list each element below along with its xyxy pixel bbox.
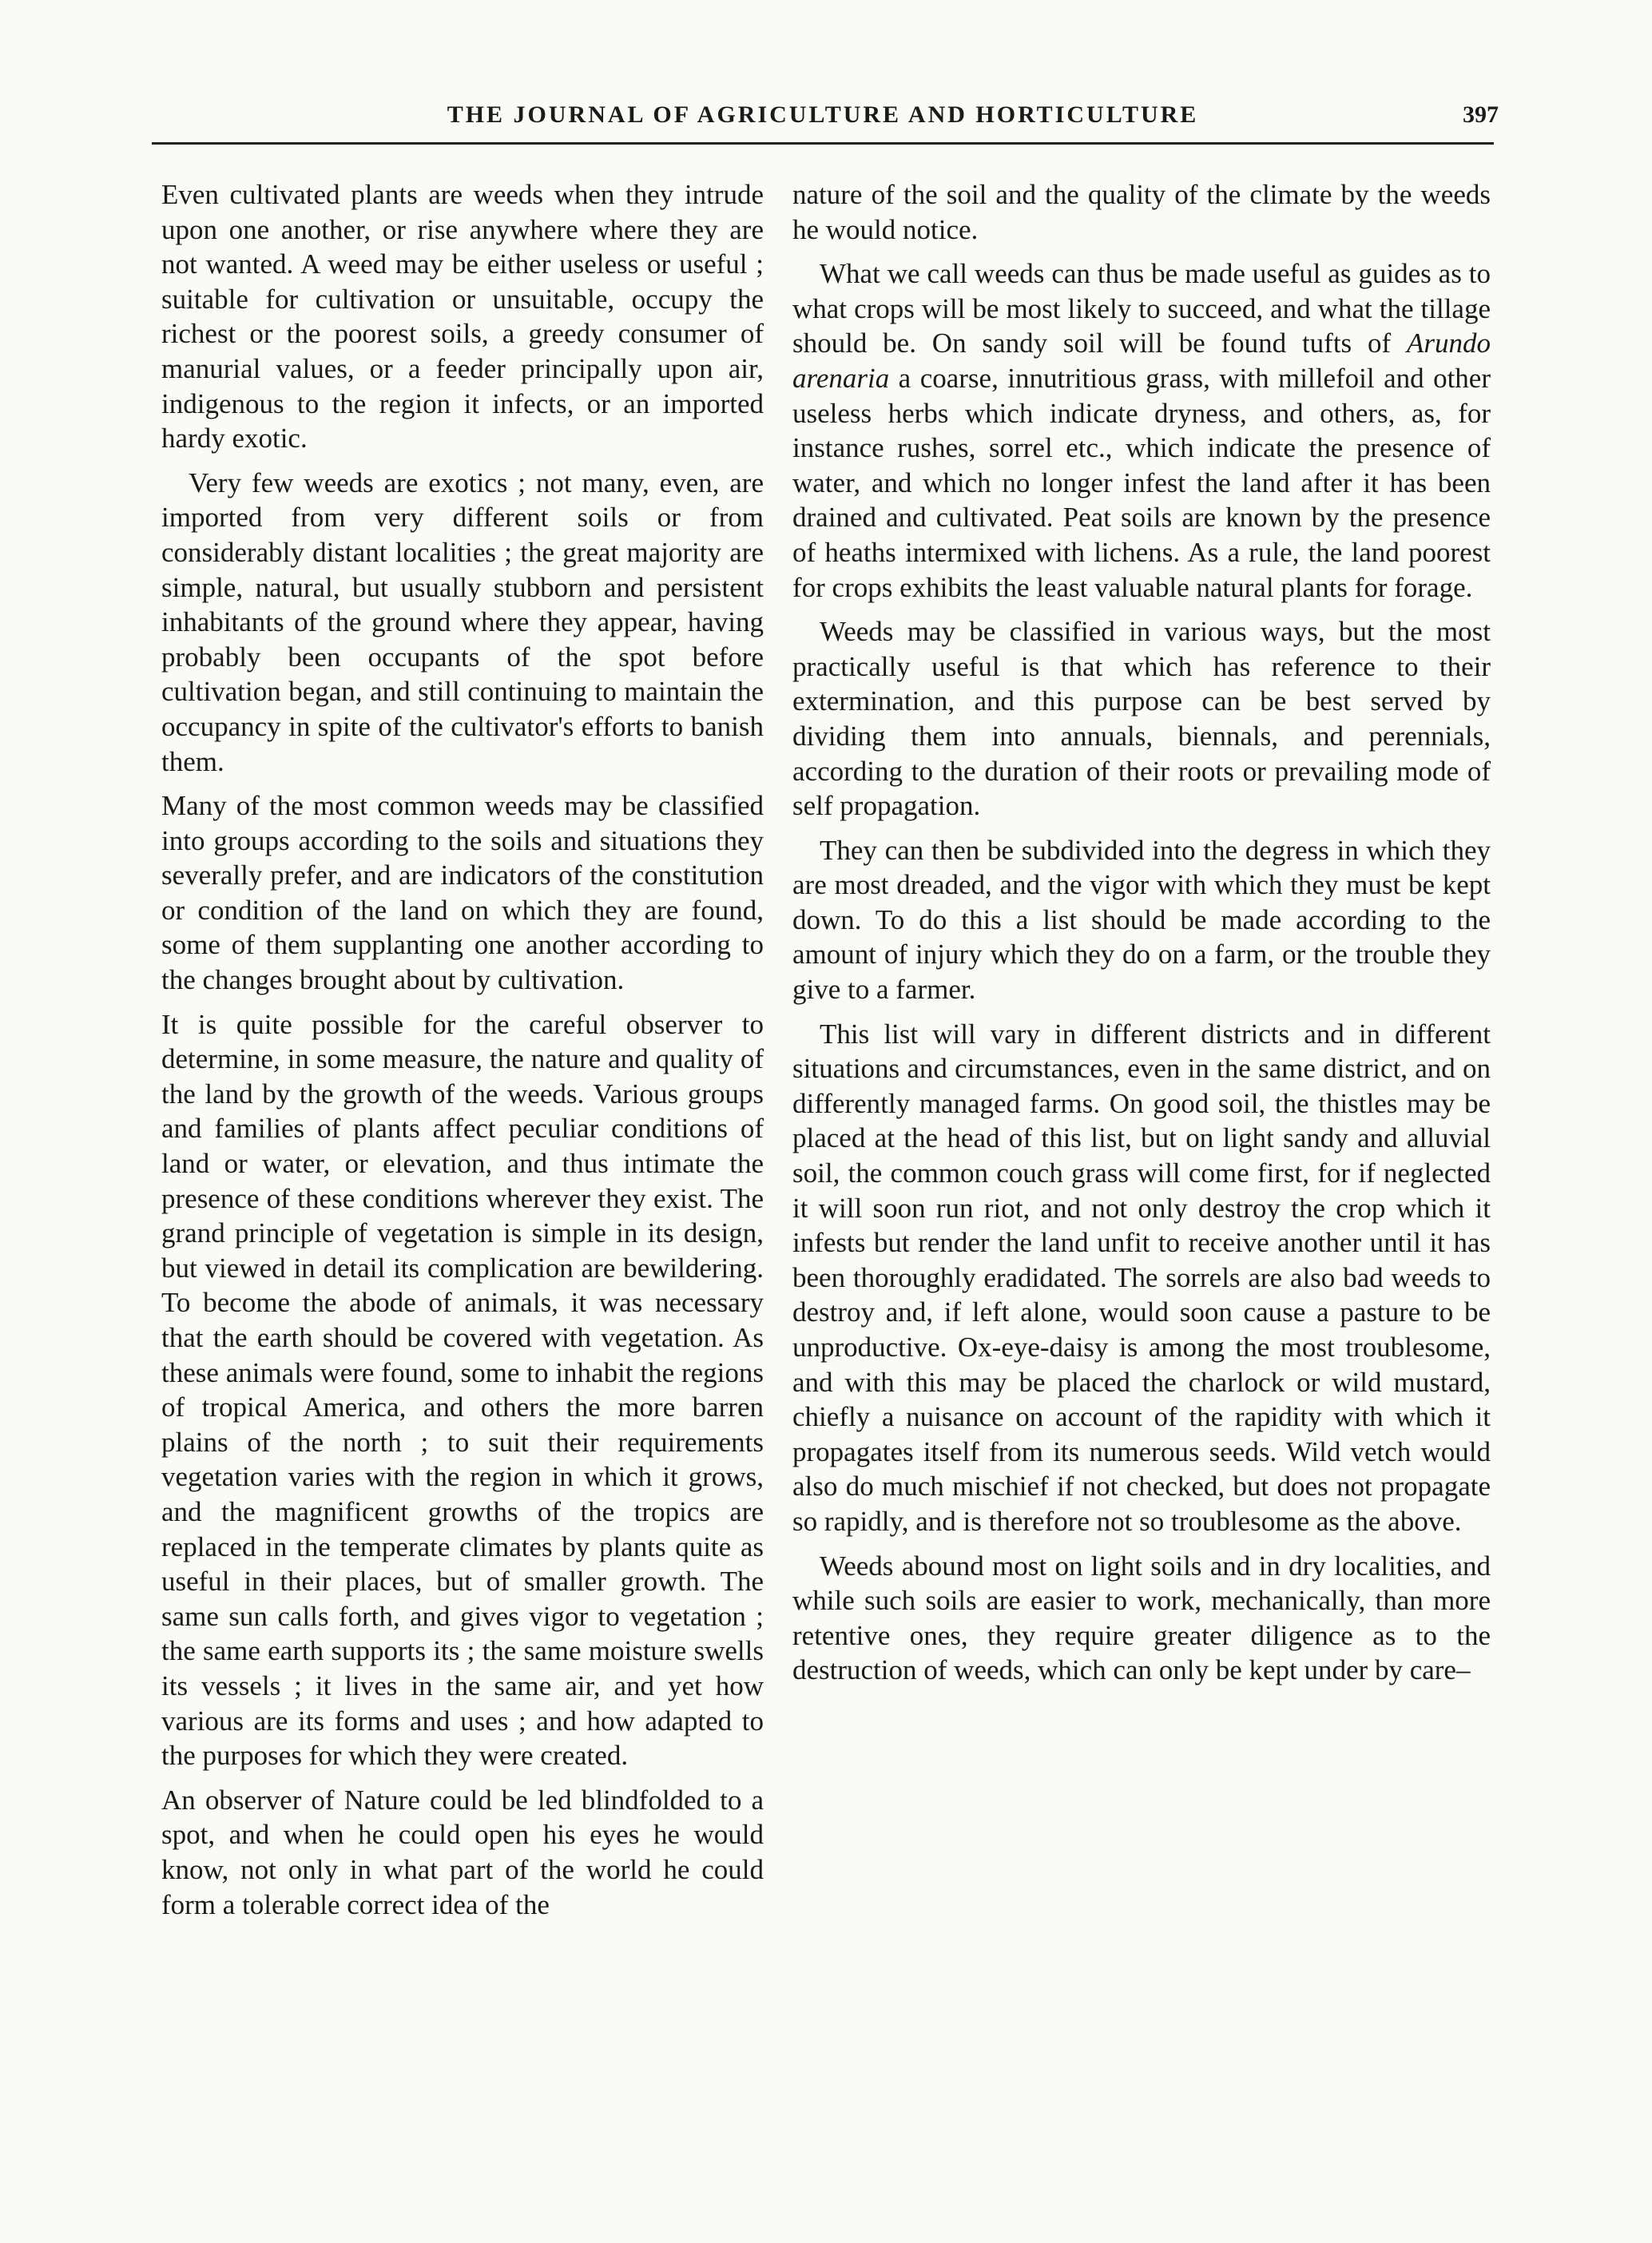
paragraph: Even cultivated plants are weeds when they intrude upon one another, or rise anywhere where they are not wanted. A weed may be either useless or useful ; suitable for cultivation or unsuitable, occupy the richest or the poorest soils, a greedy consumer of manurial values, or a feeder principally upon air, indigenous to the region it infects, or an imported hardy exotic. xyxy=(161,179,764,455)
text-run: What we call weeds can thus be made useful as guides as to what crops will be most likely to succeed, and what the tillage should be. On sandy soil will be found tufts of xyxy=(792,258,1491,359)
page-header xyxy=(152,99,1499,139)
paragraph-continued: nature of the soil and the quality of the climate by the weeds he would notice. xyxy=(792,179,1491,245)
paragraph: Weeds abound most on light soils and in dry localities, and while such soils are easier to work, mechanically, than more retentive ones, they require greater diligence as to the destruction of weeds, which can only be kept under by care– xyxy=(792,1550,1491,1686)
text-run: a coarse, innutritious grass, with millefoil and other useless herbs which indicate dryness, and others, as, for instance rushes, sorrel etc., which indicate the presence of water, and which no longer infest the land after it has been drained and cultivated. Peat soils are known by the presence of heaths intermixed with lichens. As a rule, the land poorest for crops exhibits the least valuable natural plants for forage. xyxy=(792,362,1491,603)
species-name: Arundo arenaria xyxy=(792,328,1491,394)
paragraph: They can then be subdivided into the degress in which they are most dreaded, and the vigor with which they must be kept down. To do this a list should be made according to the amount of injury which they do on a farm, or the trouble they give to a farmer. xyxy=(792,834,1491,1006)
paragraph: This list will vary in different districts and in different situations and circumstances, even in the same district, and on differently managed farms. On good soil, the thistles may be placed at the head of this list, but on light sandy and alluvial soil, the common couch grass will come first, for if neglected it will soon run riot, and not only destroy the crop which it infests but render the land unfit to receive another until it has been thoroughly eradidated. The sorrels are also bad weeds to destroy and, if left alone, would soon cause a pasture to be unproductive. Ox-eye-daisy is among the most troublesome, and with this may be placed the charlock or wild mustard, chiefly a nuisance on account of the rapidity with which it propagates itself from its numerous seeds. Wild vetch would also do much mischief if not checked, but does not propagate so rapidly, and is therefore not so troublesome as the above. xyxy=(792,1018,1491,1537)
paragraph: Many of the most common weeds may be classified into groups according to the soils and situations they severally prefer, and are indicators of the constitution or condition of the land on which they are found, some of them supplanting one another according to the changes brought about by cultivation. xyxy=(161,790,764,996)
paragraph: Very few weeds are exotics ; not many, even, are imported from very different soils or from considerably distant localities ; the great majority are simple, natural, but usually stubborn and persistent inhabitants of the ground where they appear, having probably been occupants of the spot before cultivation began, and still continuing to maintain the occupancy in spite of the cultivator's efforts to banish them. xyxy=(161,466,764,777)
right-column xyxy=(792,177,1491,1697)
left-column xyxy=(161,177,764,1931)
paragraph xyxy=(792,256,1491,605)
page-number: 397 xyxy=(1463,101,1499,128)
paragraph: Weeds may be classified in various ways, but the most practically useful is that which has reference to their extermination, and this purpose can be best served by dividing them into annuals, biennals, and perennials, according to the duration of their roots or prevailing mode of self propagation. xyxy=(792,616,1491,822)
paragraph: An observer of Nature could be led blindfolded to a spot, and when he could open his eyes he would know, not only in what part of the world he could form a tolerable correct idea of the xyxy=(161,1784,764,1920)
header-rule xyxy=(152,142,1494,145)
running-title: THE JOURNAL OF AGRICULTURE AND HORTICULTURE xyxy=(447,101,1199,128)
paragraph: It is quite possible for the careful observer to determine, in some measure, the nature and quality of the land by the growth of the weeds. Various groups and families of plants affect peculiar conditions of land or water, or elevation, and thus intimate the presence of these conditions wherever they exist. The grand principle of vegetation is simple in its design, but viewed in detail its complication are bewildering. To become the abode of animals, it was necessary that the earth should be covered with vegetation. As these animals were found, some to inhabit the regions of tropical America, and others the more barren plains of the north ; to suit their requirements vegetation varies with the region in which it grows, and the magnificent growths of the tropics are replaced in the temperate climates by plants quite as useful in their places, but of smaller growth. The same sun calls forth, and gives vigor to vegetation ; the same earth supports its ; the same moisture swells its vessels ; it lives in the same air, and yet how various are its forms and uses ; and how adapted to the purposes for which they were created. xyxy=(161,1008,764,1772)
